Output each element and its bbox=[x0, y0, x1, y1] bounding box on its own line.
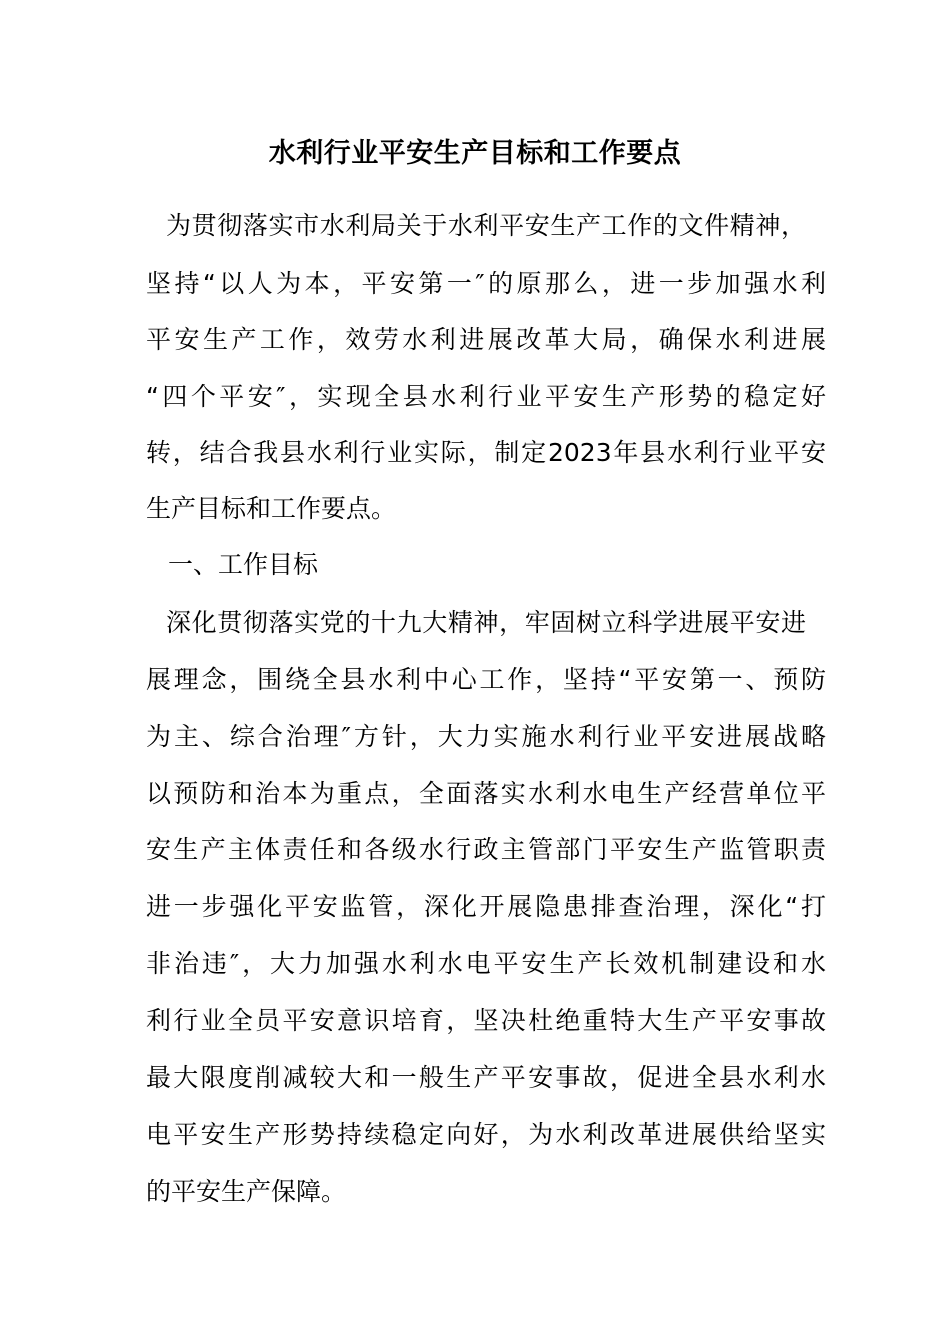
paragraph-goal-line: 最大限度削减较大和一般生产平安事故，促进全县水利水 bbox=[146, 1063, 826, 1092]
paragraph-goal-line: 进一步强化平安监管，深化开展隐患排查治理，深化“打 bbox=[146, 892, 826, 921]
section-heading: 一、工作目标 bbox=[168, 550, 319, 579]
paragraph-goal-line: 电平安生产形势持续稳定向好，为水利改革进展供给坚实 bbox=[146, 1120, 826, 1149]
paragraph-goal-line: 为主、综合治理″方针，大力实施水利行业平安进展战略 bbox=[146, 722, 826, 751]
paragraph-intro-line: 转，结合我县水利行业实际，制定2023年县水利行业平安 bbox=[146, 438, 826, 467]
paragraph-intro-line: 生产目标和工作要点。 bbox=[146, 494, 397, 523]
paragraph-goal-line: 以预防和治本为重点，全面落实水利水电生产经营单位平 bbox=[146, 779, 826, 808]
document-title: 水利行业平安生产目标和工作要点 bbox=[268, 138, 682, 169]
paragraph-goal-line: 展理念，围绕全县水利中心工作，坚持“平安第一、预防 bbox=[146, 665, 826, 694]
paragraph-intro-line: “四个平安″，实现全县水利行业平安生产形势的稳定好 bbox=[146, 382, 826, 411]
paragraph-goal-line: 非治违″，大力加强水利水电平安生产长效机制建设和水 bbox=[146, 949, 826, 978]
paragraph-goal-line: 安生产主体责任和各级水行政主管部门平安生产监管职责 bbox=[146, 835, 826, 864]
paragraph-intro-line: 坚持“以人为本，平安第一″的原那么，进一步加强水利 bbox=[146, 269, 826, 298]
paragraph-goal-line: 利行业全员平安意识培育，坚决杜绝重特大生产平安事故 bbox=[146, 1006, 826, 1035]
paragraph-intro-line: 为贯彻落实市水利局关于水利平安生产工作的文件精神， bbox=[166, 211, 806, 240]
paragraph-intro-line: 平安生产工作，效劳水利进展改革大局，确保水利进展 bbox=[146, 325, 826, 354]
paragraph-goal-line: 深化贯彻落实党的十九大精神，牢固树立科学进展平安进 bbox=[166, 608, 806, 637]
paragraph-goal-line: 的平安生产保障。 bbox=[146, 1177, 347, 1206]
